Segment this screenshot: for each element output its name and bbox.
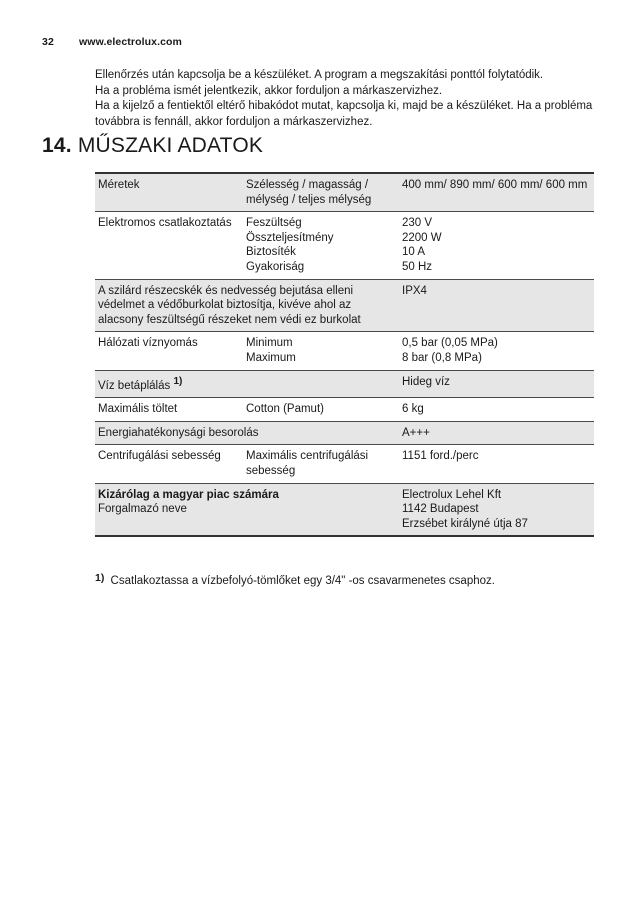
intro-line-3: Ha a kijelző a fentiektől eltérő hibakódot mutat, kapcsolja ki, majd be a készüléket. Ha a probléma továbbra is fennáll, akkor forduljon a márkaszervizhez. xyxy=(95,100,593,128)
table-row-distributor xyxy=(95,483,594,536)
electrical-value-fuse: 10 A xyxy=(402,246,426,259)
pressure-param-max: Maximum xyxy=(246,351,296,364)
intro-line-2: Ha a probléma ismét jelentkezik, akkor forduljon a márkaszervizhez. xyxy=(95,84,443,97)
spin-label: Centrifugálási sebesség xyxy=(95,445,243,483)
electrical-label: Elektromos csatlakoztatás xyxy=(95,212,243,279)
intro-line-1: Ellenőrzés után kapcsolja be a készüléket. A program a megszakítási ponttól folytatódik. xyxy=(95,69,544,81)
distributor-values xyxy=(399,483,594,536)
intro-text xyxy=(95,68,595,130)
spin-param: Maximális centrifugálási sebesség xyxy=(243,445,399,483)
energy-value: A+++ xyxy=(399,421,594,445)
dimensions-value: 400 mm/ 890 mm/ 600 mm/ 600 mm xyxy=(399,173,594,212)
max-load-value: 6 kg xyxy=(399,398,594,422)
protection-value: IPX4 xyxy=(399,279,594,332)
pressure-label: Hálózati víznyomás xyxy=(95,332,243,370)
section-title xyxy=(42,134,263,158)
max-load-param: Cotton (Pamut) xyxy=(243,398,399,422)
electrical-param-power: Összteljesítmény xyxy=(246,231,334,244)
distributor-city: 1142 Budapest xyxy=(402,503,479,516)
page-number: 32 xyxy=(42,36,54,48)
footnote-marker: 1) xyxy=(173,375,183,387)
electrical-param-fuse: Biztosíték xyxy=(246,246,296,259)
protection-label: A szilárd részecskék és nedvesség bejutása elleni védelmet a védőburkolat biztosítja, kivéve ahol az alacsony feszültségű részeket nem védi ez burkolat xyxy=(95,279,399,332)
distributor-label-cell xyxy=(95,483,399,536)
electrical-param-frequency: Gyakoriság xyxy=(246,260,305,273)
electrical-value-voltage: 230 V xyxy=(402,217,433,230)
page-header xyxy=(42,36,182,48)
footnote xyxy=(95,572,495,587)
water-supply-value: Hideg víz xyxy=(399,370,594,398)
distributor-market-note: Kizárólag a magyar piac számára xyxy=(98,488,279,501)
electrical-param-voltage: Feszültség xyxy=(246,217,302,230)
pressure-param-min: Minimum xyxy=(246,337,293,350)
distributor-label: Forgalmazó neve xyxy=(98,503,187,516)
table-row-energy xyxy=(95,421,594,445)
website-url: www.electrolux.com xyxy=(79,36,182,48)
electrical-values xyxy=(399,212,594,279)
max-load-label: Maximális töltet xyxy=(95,398,243,422)
water-supply-param xyxy=(243,370,399,398)
pressure-params xyxy=(243,332,399,370)
table-row-water-supply xyxy=(95,370,594,398)
section-title-text: MŰSZAKI ADATOK xyxy=(77,134,264,157)
distributor-street: Erzsébet királyné útja 87 xyxy=(402,517,528,530)
water-supply-label-cell xyxy=(95,370,243,398)
dimensions-param: Szélesség / magasság / mélység / teljes mélység xyxy=(243,173,399,212)
electrical-value-frequency: 50 Hz xyxy=(402,260,433,273)
technical-data-table xyxy=(95,172,594,537)
table-row-pressure xyxy=(95,332,594,370)
table-row-electrical xyxy=(95,212,594,279)
pressure-values xyxy=(399,332,594,370)
footnote-text: Csatlakoztassa a vízbefolyó-tömlőket egy 3/4" -os csavarmenetes csaphoz. xyxy=(110,575,495,587)
table-row-dimensions xyxy=(95,173,594,212)
spin-value: 1151 ford./perc xyxy=(399,445,594,483)
distributor-company: Electrolux Lehel Kft xyxy=(402,488,502,501)
pressure-value-min: 0,5 bar (0,05 MPa) xyxy=(402,337,498,350)
footnote-mark: 1) xyxy=(95,572,105,584)
table-row-spin xyxy=(95,445,594,483)
pressure-value-max: 8 bar (0,8 MPa) xyxy=(402,351,482,364)
electrical-value-power: 2200 W xyxy=(402,231,442,244)
energy-label: Energiahatékonysági besorolás xyxy=(95,421,399,445)
table-row-max-load xyxy=(95,398,594,422)
water-supply-label: Víz betáplálás xyxy=(98,379,171,392)
table-row-protection xyxy=(95,279,594,332)
dimensions-label: Méretek xyxy=(95,173,243,212)
section-number: 14. xyxy=(42,134,72,157)
electrical-params xyxy=(243,212,399,279)
